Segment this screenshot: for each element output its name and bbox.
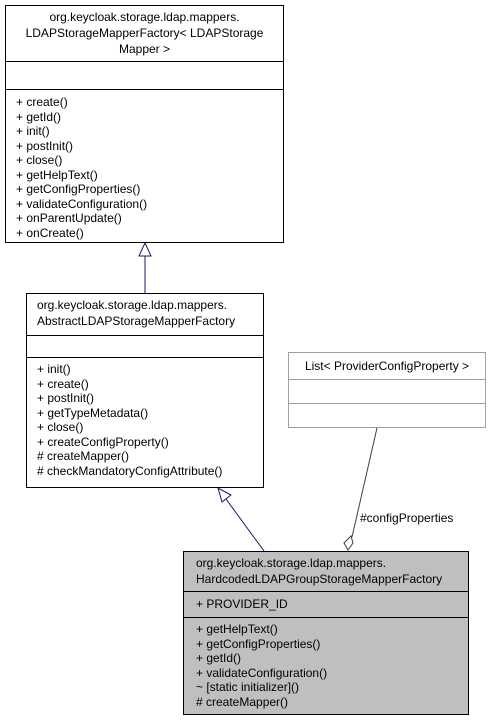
inheritance-edge-hardcoded-to-abstract — [226, 499, 264, 551]
method-on-parent-update: + onParentUpdate() — [16, 211, 122, 225]
method-validate-configuration: + validateConfiguration() — [16, 196, 148, 211]
method-init: + init() — [37, 362, 71, 376]
class-ldap-storage-mapper-factory[interactable] — [5, 5, 284, 243]
method-get-config-properties: + getConfigProperties() — [16, 182, 141, 196]
inheritance-arrowhead — [139, 243, 151, 256]
method-create-config-property: + createConfigProperty() — [37, 434, 169, 449]
method-get-config-properties: + getConfigProperties() — [196, 636, 321, 651]
method-post-init: + postInit() — [16, 138, 74, 153]
method-create: + create() — [37, 376, 89, 391]
method-post-init: + postInit() — [37, 391, 95, 405]
attribute-provider-id: + PROVIDER_ID — [196, 597, 288, 611]
method-check-mandatory-config-attribute: # checkMandatoryConfigAttribute() — [37, 463, 223, 478]
class-title-line: Mapper > — [118, 42, 171, 56]
attributes-section — [289, 380, 485, 404]
method-get-help-text: + getHelpText() — [196, 622, 278, 636]
class-title-line: org.keycloak.storage.ldap.mappers. — [37, 298, 228, 312]
method-create: + create() — [16, 95, 68, 109]
methods-section — [289, 404, 485, 427]
methods-section — [184, 618, 468, 712]
class-hardcoded-ldap-group-storage-mapper-factory[interactable] — [183, 551, 469, 715]
class-title-line: List< ProviderConfigProperty > — [304, 359, 470, 373]
class-title-line: org.keycloak.storage.ldap.mappers. — [196, 556, 387, 570]
class-abstract-ldap-storage-mapper-factory[interactable] — [26, 293, 264, 488]
method-get-id: + getId() — [16, 109, 62, 124]
attributes-section — [184, 592, 468, 618]
method-close: + close() — [37, 420, 84, 434]
method-on-create: + onCreate() — [16, 225, 84, 240]
method-static-initializer: ~ [static initializer]() — [196, 680, 300, 694]
class-title — [27, 294, 263, 336]
methods-section — [27, 358, 263, 481]
class-title-line: HardcodedLDAPGroupStorageMapperFactory — [196, 572, 443, 586]
method-get-type-metadata: + getTypeMetadata() — [37, 405, 149, 420]
method-close: + close() — [16, 153, 63, 167]
method-create-mapper: # createMapper() — [196, 694, 289, 709]
aggregation-label-config-properties: #configProperties — [360, 511, 454, 525]
class-title-line: AbstractLDAPStorageMapperFactory — [37, 314, 236, 328]
class-title-line: org.keycloak.storage.ldap.mappers. — [49, 10, 240, 24]
class-title-line: LDAPStorageMapperFactory< LDAPStorage — [25, 26, 264, 40]
method-validate-configuration: + validateConfiguration() — [196, 665, 328, 680]
class-title — [289, 353, 485, 380]
method-init: + init() — [16, 124, 50, 138]
inheritance-arrowhead — [218, 488, 231, 502]
class-title — [6, 6, 283, 62]
method-get-id: + getId() — [196, 651, 242, 665]
attributes-section — [6, 62, 283, 90]
method-create-mapper: # createMapper() — [37, 449, 130, 463]
class-provider-config-property-list[interactable] — [288, 352, 486, 428]
class-title — [184, 552, 468, 592]
attributes-section — [27, 336, 263, 358]
aggregation-diamond — [344, 536, 353, 550]
method-get-help-text: + getHelpText() — [16, 167, 98, 182]
methods-section — [6, 90, 283, 243]
